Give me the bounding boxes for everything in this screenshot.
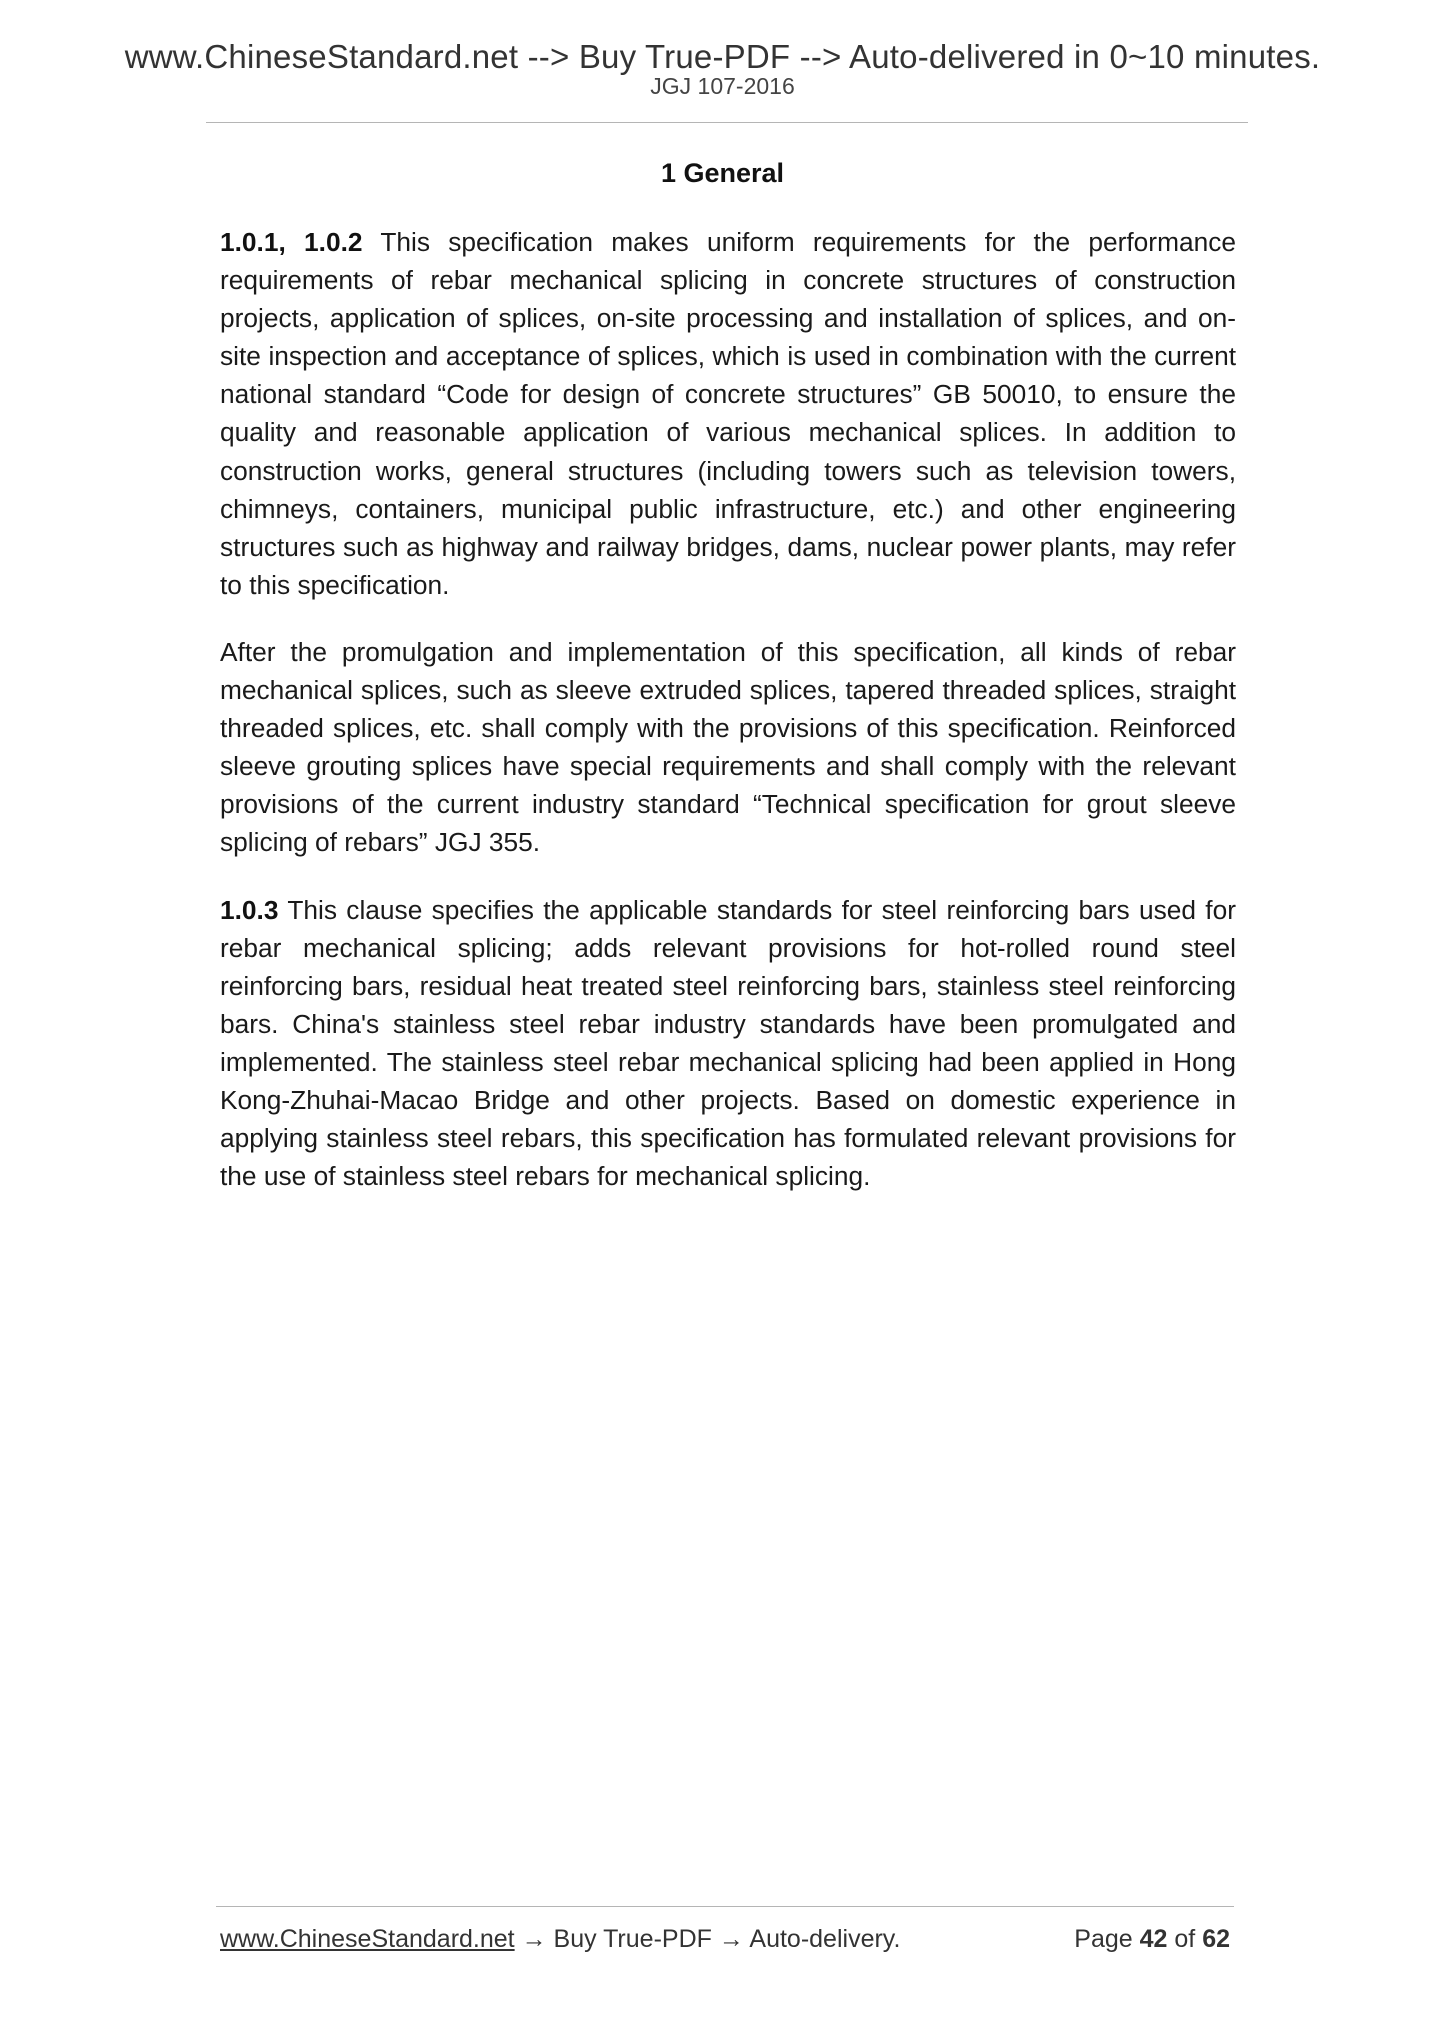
paragraph-text: This specification makes uniform requirements for the performance requirements of rebar mechanical splicing in concrete structures of construction projects, application of splices, on-site processing and installation of splices, and on-site inspection and acceptance of splices, which is used in combination with the current national standard “Code for design of concrete structures” GB 50010, to ensure the quality and reasonable application of various mechanical splices. In addition to construction works, general structures (including towers such as television towers, chimneys, containers, municipal public infrastructure, etc.) and other engineering structures such as highway and railway bridges, dams, nuclear power plants, may refer to this specification. [220, 227, 1236, 600]
footer-tagline: → Buy True-PDF → Auto-delivery. [514, 1925, 901, 1953]
footer-site-link[interactable]: www.ChineseStandard.net [220, 1925, 515, 1953]
page-indicator [1074, 1925, 1230, 1954]
footer-divider [216, 1906, 1234, 1907]
paragraph-promulgation [220, 633, 1236, 862]
paragraph-text: This clause specifies the applicable standards for steel reinforcing bars used for rebar mechanical splicing; adds relevant provisions for hot-rolled round steel reinforcing bars, residual heat treated steel reinforcing bars, stainless steel reinforcing bars. China's stainless steel rebar industry standards have been promulgated and implemented. The stainless steel rebar mechanical splicing had been applied in Hong Kong-Zhuhai-Macao Bridge and other projects. Based on domestic experience in applying stainless steel rebars, this specification has formulated relevant provisions for the use of stainless steel rebars for mechanical splicing. [220, 894, 1236, 1192]
paragraph-text: After the promulgation and implementation of this specification, all kinds of rebar mechanical splices, such as sleeve extruded splices, tapered threaded splices, straight threaded splices, etc. shall comply with the provisions of this specification. Reinforced sleeve grouting splices have special requirements and shall comply with the relevant provisions of the current industry standard “Technical specification for grout sleeve splicing of rebars” JGJ 355. [220, 636, 1236, 858]
body-text [220, 223, 1236, 1224]
document-code: JGJ 107-2016 [650, 73, 795, 99]
total-pages: 62 [1202, 1925, 1230, 1953]
page-number: 42 [1139, 1925, 1168, 1953]
header-divider [206, 122, 1248, 123]
page-footer [220, 1925, 1230, 1954]
clause-number: 1.0.3 [220, 894, 279, 925]
chapter-title: 1 General [660, 158, 785, 188]
paragraph-clause-1-0-3 [220, 891, 1236, 1196]
of-label: of [1167, 1925, 1203, 1953]
page-label: Page [1074, 1925, 1140, 1953]
clause-number: 1.0.1, 1.0.2 [220, 227, 363, 257]
paragraph-clause-1-0-1 [220, 223, 1236, 604]
top-banner: www.ChineseStandard.net --> Buy True-PDF --> Auto-delivered in 0~10 minutes. [124, 38, 1321, 75]
